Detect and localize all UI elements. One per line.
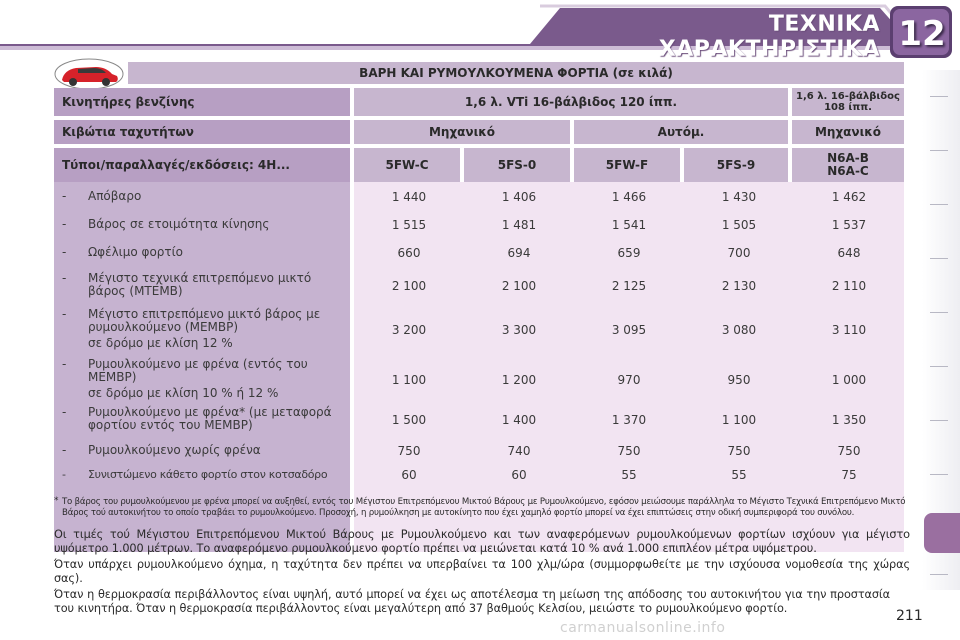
chapter-tab[interactable] xyxy=(930,312,948,313)
row-value: 2 125 xyxy=(611,279,647,293)
chapter-tab[interactable] xyxy=(930,96,948,97)
row-label: Βάρος σε ετοιμότητα κίνησης xyxy=(88,217,270,231)
footnote xyxy=(54,497,906,519)
gearbox-label: Κιβώτια ταχυτήτων xyxy=(54,120,350,144)
row-label: Ρυμουλκούμενο με φρένα* (με μεταφορά φορτίου εντός του MEMBP) xyxy=(88,405,332,432)
type-last-line1: N6A-B xyxy=(827,151,869,165)
row-value: 1 406 xyxy=(501,190,537,204)
row-value: 1 515 xyxy=(391,218,427,232)
type-last-line2: N6A-C xyxy=(827,164,869,178)
row-value: 1 200 xyxy=(501,373,537,387)
row-label: Απόβαρο xyxy=(88,189,142,203)
chapter-number: 12 xyxy=(898,14,946,54)
row-value: 1 370 xyxy=(611,413,647,427)
row-value: 1 481 xyxy=(501,218,537,232)
row-value: 3 300 xyxy=(501,323,537,337)
engine-alt-line1: 1,6 λ. 16-βάλβιδος xyxy=(796,91,900,102)
row-value: 1 100 xyxy=(391,373,427,387)
body-paragraph: Όταν υπάρχει ρυμουλκούμενο όχημα, η ταχύτητα δεν πρέπει να υπερβαίνει τα 100 χλμ/ώρα (συμμορφωθείτε με την ισχύουσα νομοθεσία της χώρας σας). xyxy=(54,558,910,585)
row-value: 1 100 xyxy=(721,413,757,427)
row-dash: - xyxy=(62,443,67,457)
row-value: 2 100 xyxy=(501,279,537,293)
row-dash: - xyxy=(62,271,67,285)
gearbox-manual: Μηχανικό xyxy=(354,120,570,144)
body-paragraph: Οι τιμές τού Μέγιστου Επιτρεπόμενου Μικτού Βάρους με Ρυμουλκούμενο και των αναφερόμενων ρυμουλκούμενων φορτίων ισχύουν για μέγιστο υψόμετρο 1.000 μέτρων. Το αναφερόμενο ρυμουλκούμενο φορτίο πρέπει να μειώνεται κατά 10 % ανά 1.000 επιπλέον μέτρα υψόμετρου. xyxy=(54,528,910,555)
row-value: 1 430 xyxy=(721,190,757,204)
gearbox-auto: Αυτόμ. xyxy=(574,120,788,144)
row-value: 1 462 xyxy=(831,190,867,204)
chapter-tab-active[interactable] xyxy=(924,513,960,553)
row-value: 2 110 xyxy=(831,279,867,293)
footnote-text: Το βάρος του ρυμουλκούμενου με φρένα μπορεί να αυξηθεί, εντός του Μέγιστου Επιτρεπόμενου Μικτού Βάρους με Ρυμουλκούμενο, εφόσον μειώσουμε παράλληλα το Μέγιστο Τεχνικά Επιτρεπόμενο Μικτό Βάρος τού αυτοκινήτου το οποίο τραβάει το ρυμουλκούμενο. Προσοχή, η ρυμούλκηση με αυτοκίνητο που έχει χαμηλό φορτίο μπορεί να έχει επιπτώσεις στην οδική συμπεριφορά του συνόλου. xyxy=(62,497,906,518)
row-value: 3 200 xyxy=(391,323,427,337)
row-value: 750 xyxy=(837,444,861,458)
chapter-tab[interactable] xyxy=(930,574,948,575)
types-label: Τύποι/παραλλαγές/εκδόσεις: 4H... xyxy=(54,148,350,182)
chapter-tab[interactable] xyxy=(930,420,948,421)
row-value: 3 095 xyxy=(611,323,647,337)
engine-alt-line2: 108 ίππ. xyxy=(824,102,872,113)
row-value: 694 xyxy=(507,246,531,260)
row-value: 950 xyxy=(727,373,751,387)
row-dash: - xyxy=(62,217,67,231)
row-dash: - xyxy=(62,307,67,321)
row-value: 1 500 xyxy=(391,413,427,427)
row-label: Μέγιστο επιτρεπόμενο μικτό βάρος με ρυμουλκούμενο (MEMBP) xyxy=(88,307,321,334)
engine-main: 1,6 λ. VTi 16-βάλβιδος 120 ίππ. xyxy=(354,88,788,116)
row-value: 1 000 xyxy=(831,373,867,387)
row-dash: - xyxy=(62,405,67,419)
row-value: 55 xyxy=(731,468,747,482)
type-cell: 5FS-0 xyxy=(464,148,570,182)
row-sublabel: σε δρόμο με κλίση 12 % xyxy=(88,336,233,350)
row-value: 60 xyxy=(511,468,527,482)
row-label: Ωφέλιμο φορτίο xyxy=(88,245,184,259)
row-dash: - xyxy=(62,357,67,371)
row-value: 2 130 xyxy=(721,279,757,293)
type-cell: 5FS-9 xyxy=(684,148,788,182)
chapter-tab[interactable] xyxy=(930,366,948,367)
row-value: 750 xyxy=(397,444,421,458)
car-icon xyxy=(54,58,124,90)
row-value: 1 350 xyxy=(831,413,867,427)
row-label: Συνιστώμενο κάθετο φορτίο στον κοτσαδόρο xyxy=(88,468,328,481)
row-value: 1 537 xyxy=(831,218,867,232)
row-value: 1 466 xyxy=(611,190,647,204)
type-cell-last xyxy=(792,148,904,182)
row-label: Ρυμουλκούμενο χωρίς φρένα xyxy=(88,443,261,457)
engine-alt xyxy=(792,88,904,116)
gearbox-manual-2: Μηχανικό xyxy=(792,120,904,144)
row-value: 1 400 xyxy=(501,413,537,427)
type-cell: 5FW-C xyxy=(354,148,460,182)
row-value: 55 xyxy=(621,468,637,482)
row-value: 3 110 xyxy=(831,323,867,337)
row-sublabel: σε δρόμο με κλίση 10 % ή 12 % xyxy=(88,386,279,400)
row-dash: - xyxy=(62,245,67,259)
row-value: 1 440 xyxy=(391,190,427,204)
table-title: ΒΑΡΗ ΚΑΙ ΡΥΜΟΥΛΚΟΥΜΕΝΑ ΦΟΡΤΙΑ (σε κιλά) xyxy=(128,62,904,84)
row-value: 750 xyxy=(727,444,751,458)
row-value: 659 xyxy=(617,246,641,260)
row-label: Ρυμουλκούμενο με φρένα (εντός του MEMBP) xyxy=(88,357,308,384)
row-value: 740 xyxy=(507,444,531,458)
row-value: 970 xyxy=(617,373,641,387)
chapter-tab-rail xyxy=(922,70,960,590)
row-value: 700 xyxy=(727,246,751,260)
row-value: 60 xyxy=(401,468,417,482)
row-value: 750 xyxy=(617,444,641,458)
chapter-tab[interactable] xyxy=(930,474,948,475)
row-dash: - xyxy=(62,189,67,203)
watermark: carmanualsonline.info xyxy=(560,620,726,636)
row-value: 75 xyxy=(841,468,857,482)
footnote-star: * xyxy=(54,496,59,506)
type-cell: 5FW-F xyxy=(574,148,680,182)
row-dash: - xyxy=(62,468,66,481)
row-value: 648 xyxy=(837,246,861,260)
row-value: 2 100 xyxy=(391,279,427,293)
chapter-tab[interactable] xyxy=(930,258,948,259)
row-value: 3 080 xyxy=(721,323,757,337)
chapter-tab[interactable] xyxy=(930,150,948,151)
chapter-tab[interactable] xyxy=(930,204,948,205)
body-paragraph: Όταν η θερμοκρασία περιβάλλοντος είναι υψηλή, αυτό μπορεί να έχει ως αποτέλεσμα τη μείωση της απόδοσης του αυτοκινήτου για την προστασία του κινητήρα. Όταν η θερμοκρασία περιβάλλοντος είναι μεγαλύτερη από 37 βαθμούς Κελσίου, μειώστε το ρυμουλκούμενο φορτίο. xyxy=(54,588,890,615)
row-value: 1 541 xyxy=(611,218,647,232)
page-title: ΤΕΧΝΙΚΑ ΧΑΡΑΚΤΗΡΙΣΤΙΚΑ xyxy=(658,12,880,62)
row-value: 1 505 xyxy=(721,218,757,232)
row-label: Μέγιστο τεχνικά επιτρεπόμενο μικτό βάρος (MTEMB) xyxy=(88,271,312,298)
page-number: 211 xyxy=(896,608,923,624)
row-value: 660 xyxy=(397,246,421,260)
engines-label: Κινητήρες βενζίνης xyxy=(54,88,350,116)
